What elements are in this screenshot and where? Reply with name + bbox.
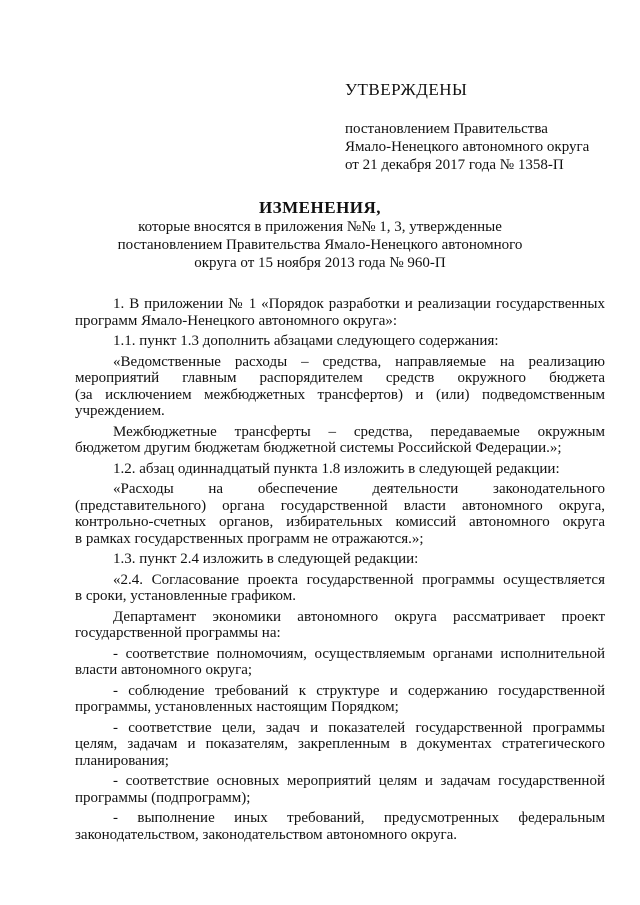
approval-stamp-block [345,80,615,174]
text-line: в сроки, установленные графиком. [75,588,296,604]
text-line: бюджетом другим бюджетам бюджетной системы Российской Федерации.»; [75,440,562,456]
paragraph [75,461,605,478]
subtitle-line: округа от 15 ноября 2013 года № 960-П [194,255,446,271]
text-line: - соблюдение требований к структуре и содержанию государственной [113,682,605,699]
text-line: программ Ямало-Ненецкого автономного округа»: [75,312,398,329]
paragraph [75,551,605,568]
text-line: целям, задачам и показателям, закрепленным в документах стратегического [75,736,605,752]
subtitle-line: постановлением Правительства Ямало-Ненецкого автономного [117,237,523,253]
paragraph [75,720,605,770]
paragraph [75,424,605,457]
subtitle-line: которые вносятся в приложения №№ 1, 3, утвержденные [138,219,502,235]
text-line: - соответствие полномочиям, осуществляемым органами исполнительной [113,645,605,662]
text-line: в рамках государственных программ не отражаются.»; [75,530,424,547]
text-line: - соответствие основных мероприятий целям и задачам государственной [113,773,605,789]
paragraph [75,810,605,843]
text-line: мероприятий главным распорядителем средств окружного бюджета [75,370,605,386]
paragraph [75,773,605,806]
paragraph [75,481,605,547]
text-line: - выполнение иных требований, предусмотренных федеральным [113,810,605,826]
approved-line: постановлением Правительства [345,121,548,137]
text-line: контрольно-счетных органов, избирательных комиссий автономного округа [75,514,605,530]
approved-heading: УТВЕРЖДЕНЫ [345,80,468,99]
document-body [75,296,605,847]
text-line: учреждением. [75,403,165,419]
text-line: 1. В приложении № 1 «Порядок разработки и реализации государственных [113,296,605,312]
text-line: 1.1. пункт 1.3 дополнить абзацами следующего содержания: [113,333,499,349]
paragraph [75,333,605,350]
text-line: «Ведомственные расходы – средства, направляемые на реализацию [113,353,605,370]
text-line: программы (подпрограмм); [75,789,251,806]
paragraph [75,609,605,642]
text-line: программы, установленных настоящим Порядком; [75,699,399,715]
paragraph [75,572,605,605]
approved-line: от 21 декабря 2017 года № 1358-П [345,157,564,173]
text-line: Департамент экономики автономного округа рассматривает проект [113,608,605,625]
text-line: «Расходы на обеспечение деятельности законодательного [113,481,605,497]
text-line: Межбюджетные трансферты – средства, передаваемые окружным [113,423,605,440]
text-line: (за исключением межбюджетных трансфертов) и (или) подведомственным [75,386,605,403]
text-line: «2.4. Согласование проекта государственной программы осуществляется [113,571,605,588]
text-line: 1.3. пункт 2.4 изложить в следующей редакции: [113,551,419,567]
document-title: ИЗМЕНЕНИЯ, [258,198,382,217]
text-line: власти автономного округа; [75,662,253,678]
document-subtitle [60,218,580,272]
text-line: - соответствие цели, задач и показателей государственной программы [113,719,605,736]
text-line: планирования; [75,752,169,769]
paragraph [75,354,605,420]
text-line: законодательством, законодательством автономного округа. [75,826,458,843]
text-line: (представительного) органа государственной власти автономного округа, [75,497,605,514]
approved-line: Ямало-Ненецкого автономного округа [345,139,590,155]
paragraph [75,646,605,679]
text-line: 1.2. абзац одиннадцатый пункта 1.8 изложить в следующей редакции: [113,460,560,477]
paragraph [75,683,605,716]
text-line: государственной программы на: [75,625,281,641]
paragraph [75,296,605,329]
